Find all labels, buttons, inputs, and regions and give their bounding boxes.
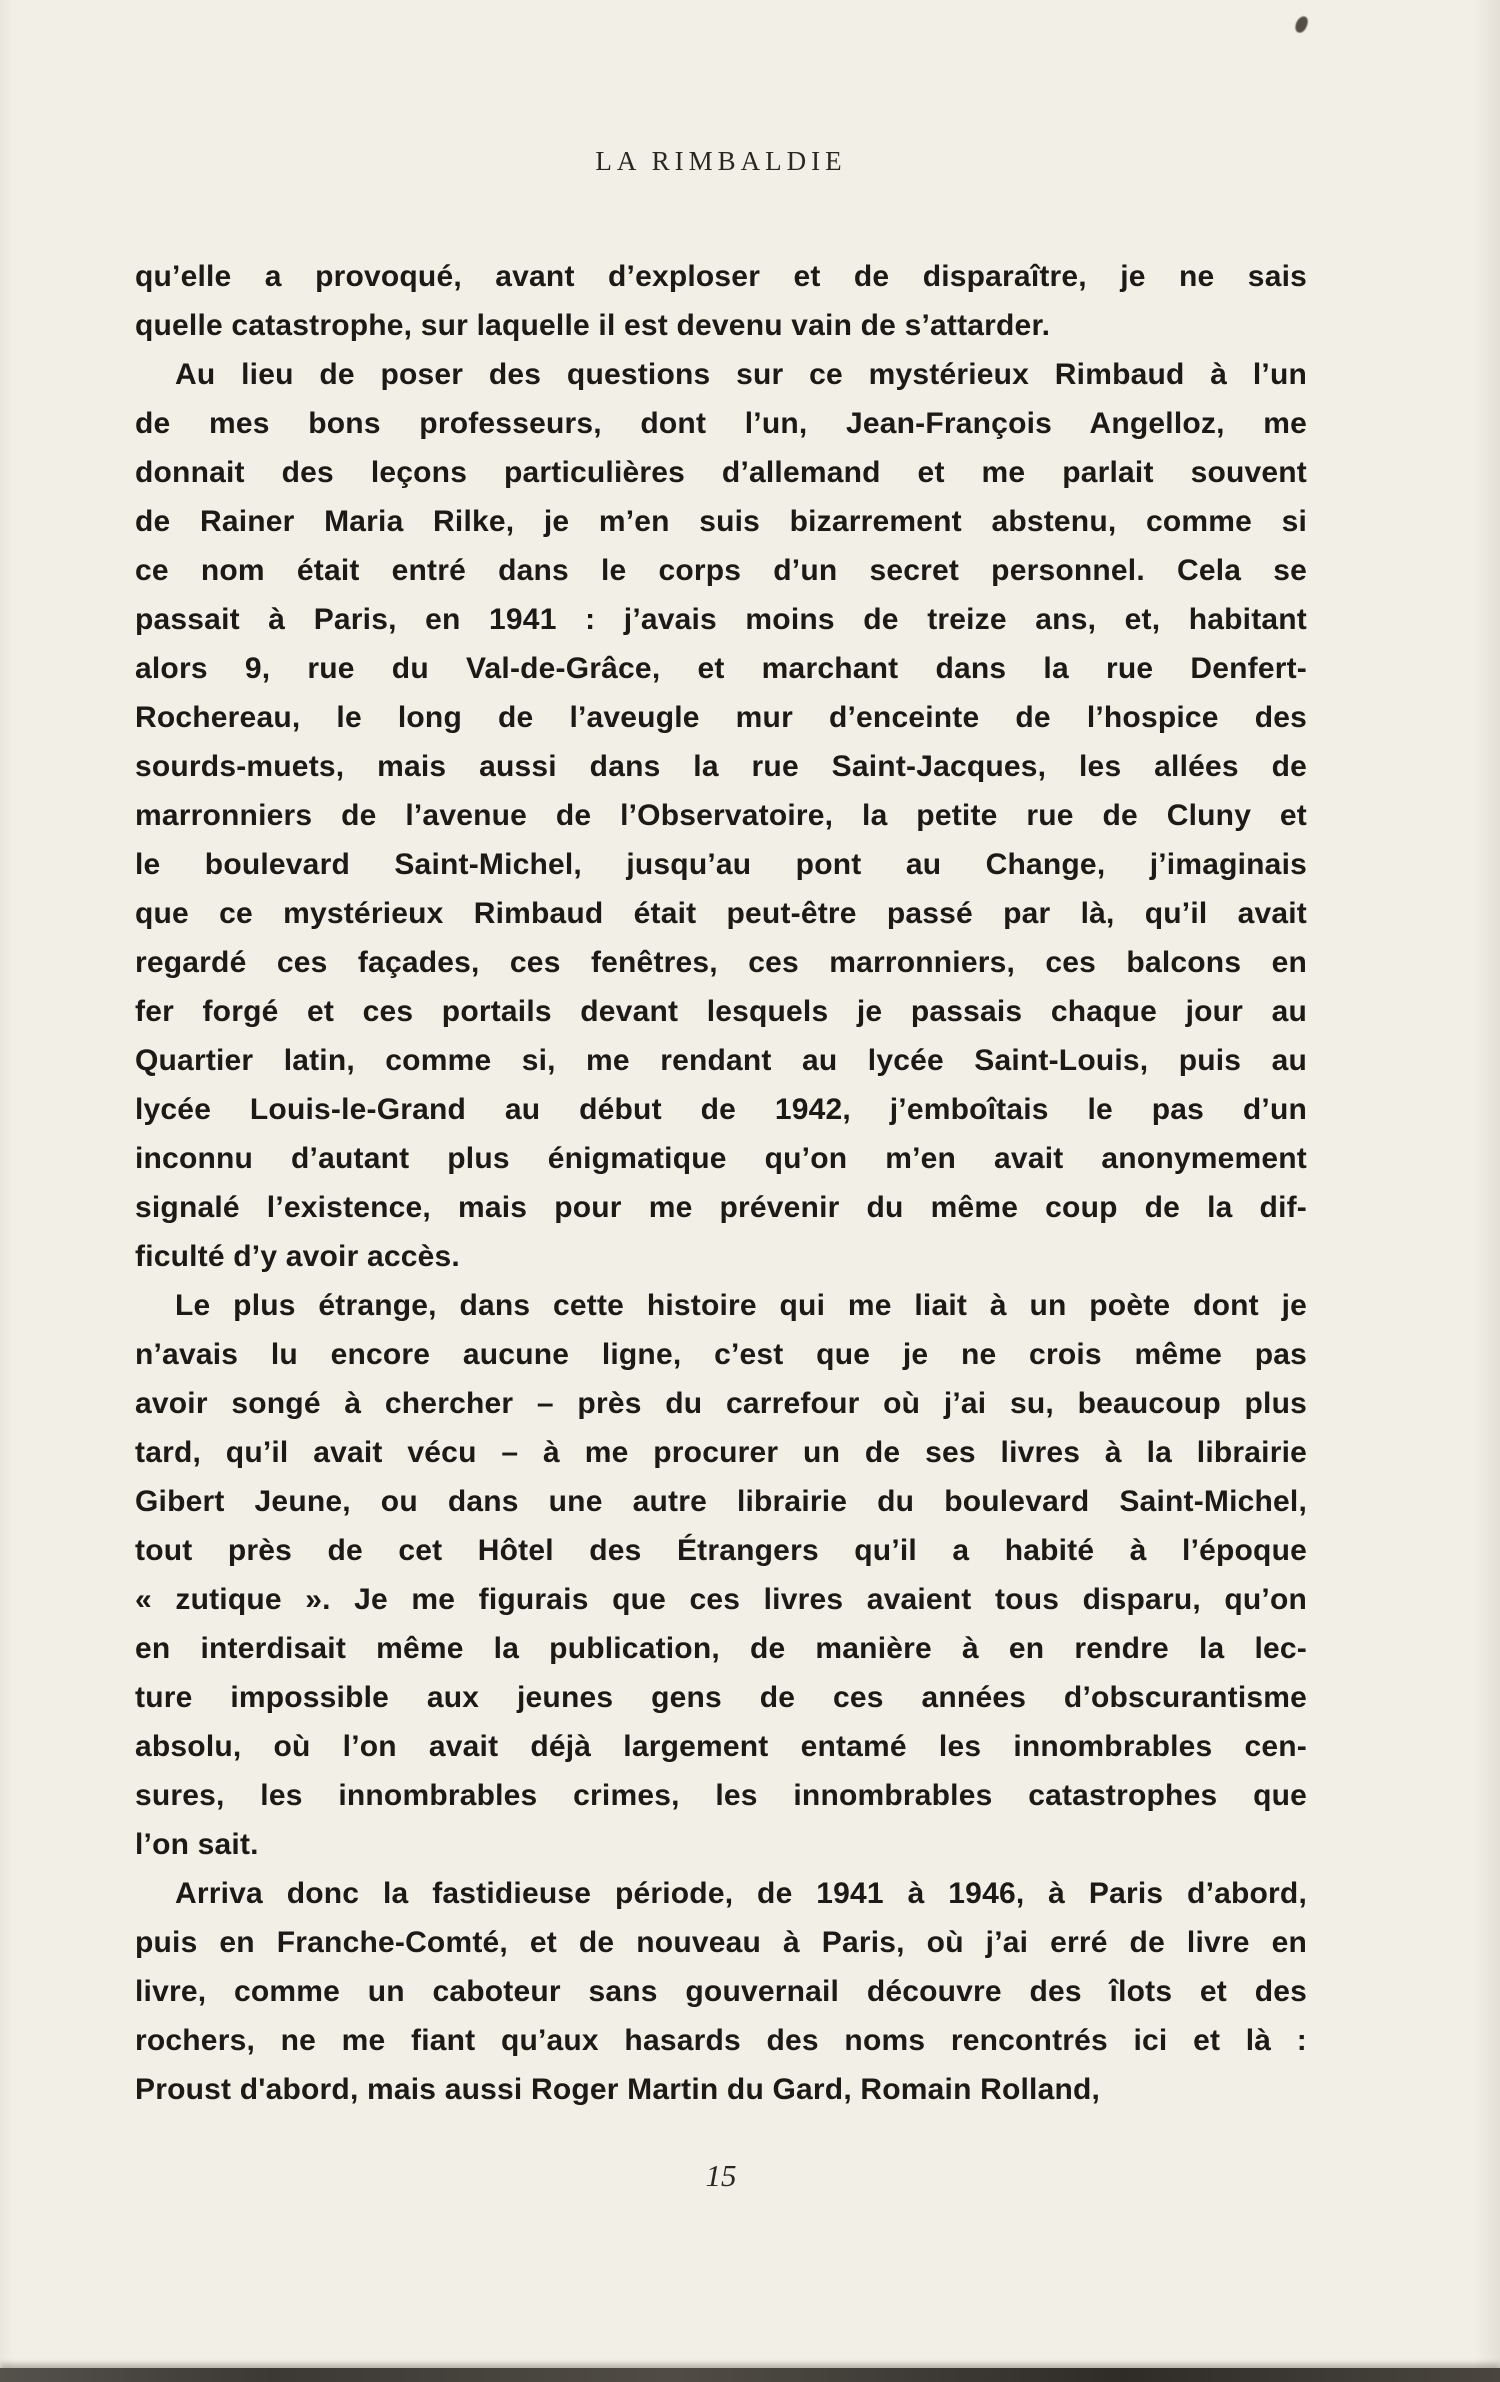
scan-edge-shade-left (0, 0, 14, 2382)
text-line: en interdisait même la publication, de manière à en rendre la lec- (135, 1632, 1307, 1665)
text-line: Le plus étrange, dans cette histoire qui me liait à un poète dont je (175, 1289, 1307, 1322)
text-line: tard, qu’il avait vécu – à me procurer un de ses livres à la librairie (135, 1436, 1307, 1469)
text-line: « zutique ». Je me figurais que ces livres avaient tous disparu, qu’on (135, 1583, 1307, 1616)
text-line: Au lieu de poser des questions sur ce mystérieux Rimbaud à l’un (175, 358, 1307, 391)
text-line: sourds-muets, mais aussi dans la rue Saint-Jacques, les allées de (135, 750, 1307, 783)
text-line: rochers, ne me fiant qu’aux hasards des noms rencontrés ici et là : (135, 2024, 1307, 2057)
text-line: fer forgé et ces portails devant lesquels je passais chaque jour au (135, 995, 1307, 1028)
text-line: inconnu d’autant plus énigmatique qu’on m’en avait anonymement (135, 1142, 1307, 1175)
paragraph (135, 252, 1307, 350)
paragraph (135, 350, 1307, 1281)
text-line: ce nom était entré dans le corps d’un secret personnel. Cela se (135, 554, 1307, 587)
text-line: puis en Franche-Comté, et de nouveau à Paris, où j’ai erré de livre en (135, 1926, 1307, 1959)
text-line: Quartier latin, comme si, me rendant au lycée Saint-Louis, puis au (135, 1044, 1307, 1077)
text-line: avoir songé à chercher – près du carrefour où j’ai su, beaucoup plus (135, 1387, 1307, 1420)
text-line: ficulté d’y avoir accès. (135, 1240, 460, 1273)
scan-smudge-artifact (1294, 15, 1310, 35)
text-line: tout près de cet Hôtel des Étrangers qu’il a habité à l’époque (135, 1534, 1307, 1567)
text-line: absolu, où l’on avait déjà largement entamé les innombrables cen- (135, 1730, 1307, 1763)
text-line: alors 9, rue du Val-de-Grâce, et marchant dans la rue Denfert- (135, 652, 1307, 685)
text-line: marronniers de l’avenue de l’Observatoire, la petite rue de Cluny et (135, 799, 1307, 832)
text-line: de mes bons professeurs, dont l’un, Jean-François Angelloz, me (135, 407, 1307, 440)
text-line: regardé ces façades, ces fenêtres, ces marronniers, ces balcons en (135, 946, 1307, 979)
paragraph (135, 1869, 1307, 2114)
text-line: que ce mystérieux Rimbaud était peut-être passé par là, qu’il avait (135, 897, 1307, 930)
text-line: Proust d'abord, mais aussi Roger Martin du Gard, Romain Rolland, (135, 2073, 1101, 2106)
paragraph (135, 1281, 1307, 1869)
text-line: donnait des leçons particulières d’allemand et me parlait souvent (135, 456, 1307, 489)
text-line: Rochereau, le long de l’aveugle mur d’enceinte de l’hospice des (135, 701, 1307, 734)
text-line: Arriva donc la fastidieuse période, de 1941 à 1946, à Paris d’abord, (175, 1877, 1307, 1910)
text-line: signalé l’existence, mais pour me prévenir du même coup de la dif- (135, 1191, 1307, 1224)
text-line: livre, comme un caboteur sans gouvernail découvre des îlots et des (135, 1975, 1307, 2008)
page-number: 15 (705, 2158, 737, 2193)
text-line: qu’elle a provoqué, avant d’exploser et de disparaître, je ne sais (135, 260, 1307, 293)
text-line: sures, les innombrables crimes, les innombrables catastrophes que (135, 1779, 1307, 1812)
text-line: l’on sait. (135, 1828, 259, 1861)
running-head-title: LA RIMBALDIE (595, 146, 847, 176)
text-line: passait à Paris, en 1941 : j’avais moins de treize ans, et, habitant (135, 603, 1307, 636)
text-line: lycée Louis-le-Grand au début de 1942, j’emboîtais le pas d’un (135, 1093, 1307, 1126)
text-line: de Rainer Maria Rilke, je m’en suis bizarrement abstenu, comme si (135, 505, 1307, 538)
text-line: Gibert Jeune, ou dans une autre librairie du boulevard Saint-Michel, (135, 1485, 1307, 1518)
body-text (135, 252, 1307, 2114)
text-line: quelle catastrophe, sur laquelle il est devenu vain de s’attarder. (135, 309, 1051, 342)
scan-bottom-band (0, 2368, 1500, 2382)
text-line: ture impossible aux jeunes gens de ces années d’obscurantisme (135, 1681, 1307, 1714)
text-line: le boulevard Saint-Michel, jusqu’au pont au Change, j’imaginais (135, 848, 1307, 881)
scan-edge-shade-right (1474, 0, 1500, 2382)
text-line: n’avais lu encore aucune ligne, c’est que je ne crois même pas (135, 1338, 1307, 1371)
